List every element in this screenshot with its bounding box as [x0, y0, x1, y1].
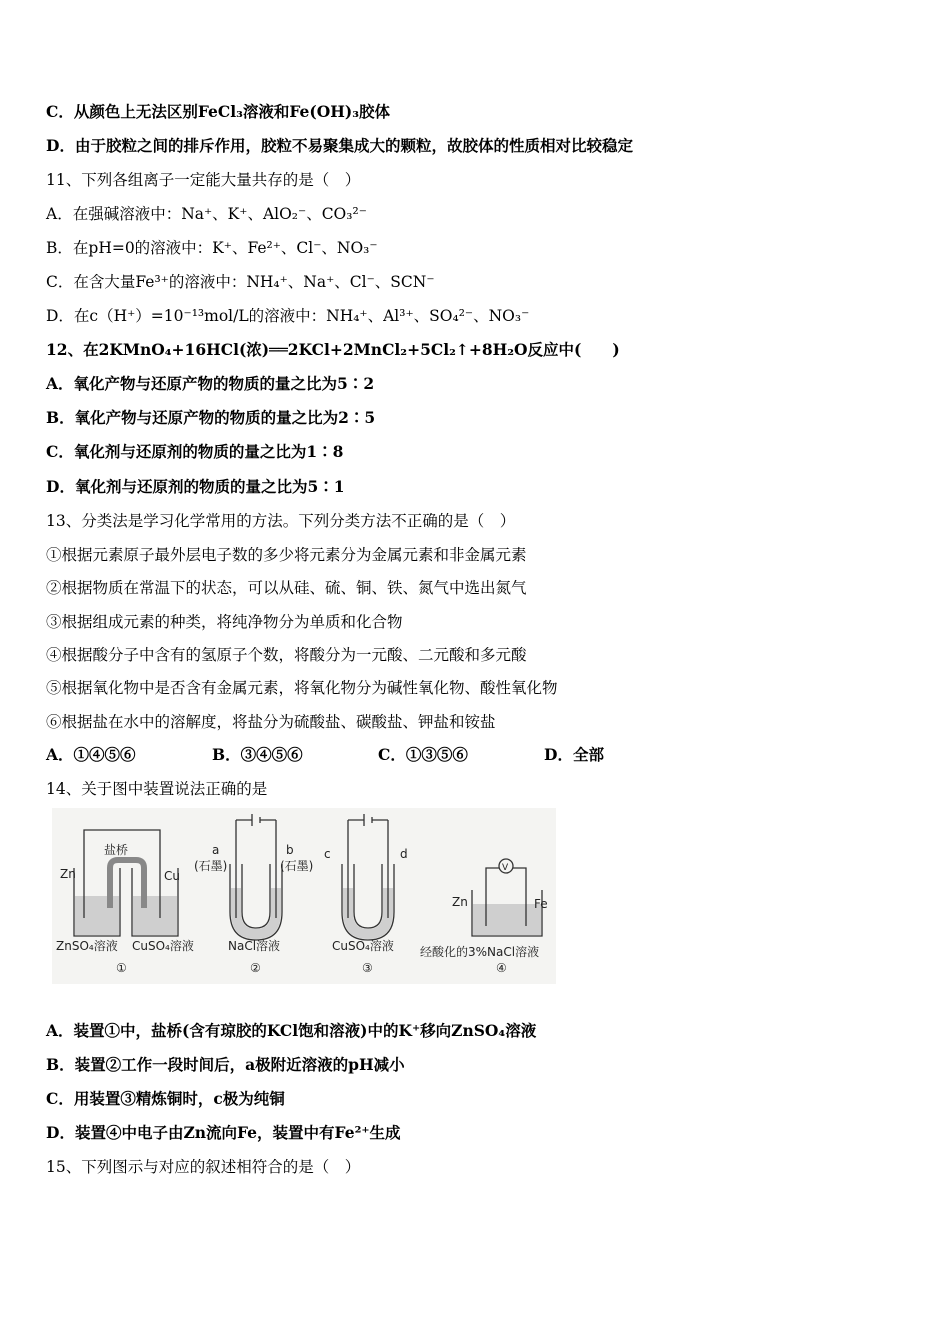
- q11-option-a: A．在强碱溶液中：Na⁺、K⁺、AlO₂⁻、CO₃²⁻: [46, 205, 367, 223]
- q12-option-b: B．氧化产物与还原产物的物质的量之比为2∶5: [46, 408, 376, 427]
- q13-options: [46, 745, 604, 765]
- cu-label: Cu: [164, 869, 180, 883]
- q14-option-d: D．装置④中电子由Zn流向Fe，装置中有Fe²⁺生成: [46, 1123, 401, 1142]
- q13-statement-2: ②根据物质在常温下的状态，可以从硅、硫、铜、铁、氮气中选出氮气: [46, 579, 527, 597]
- number-4: ④: [496, 961, 507, 975]
- nacl-label: NaCl溶液: [228, 939, 281, 953]
- question-15: 15、下列图示与对应的叙述相符合的是（ ）: [46, 1158, 361, 1176]
- acid-nacl-label: 经酸化的3%NaCl溶液: [420, 945, 540, 959]
- electrochemistry-apparatus-figure: [52, 808, 556, 984]
- q13-statement-3: ③根据组成元素的种类，将纯净物分为单质和化合物: [46, 613, 403, 631]
- graphite-b-label: (石墨): [280, 859, 314, 873]
- number-1: ①: [116, 961, 127, 975]
- q13-statement-5: ⑤根据氧化物中是否含有金属元素，将氧化物分为碱性氧化物、酸性氧化物: [46, 679, 558, 697]
- a-label: a: [212, 843, 220, 857]
- q13-statement-6: ⑥根据盐在水中的溶解度，将盐分为硫酸盐、碳酸盐、钾盐和铵盐: [46, 713, 496, 731]
- number-3: ③: [362, 961, 373, 975]
- q14-option-c: C．用装置③精炼铜时，c极为纯铜: [46, 1089, 285, 1108]
- q12-option-c: C．氧化剂与还原剂的物质的量之比为1∶8: [46, 442, 344, 461]
- q12-option-a: A．氧化产物与还原产物的物质的量之比为5∶2: [46, 374, 375, 393]
- option-d-prev: D．由于胶粒之间的排斥作用，胶粒不易聚集成大的颗粒，故胶体的性质相对比较稳定: [46, 136, 633, 155]
- fe-label-4: Fe: [534, 897, 548, 911]
- graphite-a-label: (石墨): [194, 859, 228, 873]
- question-11: 11、下列各组离子一定能大量共存的是（ ）: [46, 171, 361, 189]
- b-label: b: [286, 843, 294, 857]
- q14-option-a: A．装置①中，盐桥(含有琼胶的KCl饱和溶液)中的K⁺移向ZnSO₄溶液: [46, 1021, 537, 1040]
- q13-statement-1: ①根据元素原子最外层电子数的多少将元素分为金属元素和非金属元素: [46, 546, 527, 564]
- voltmeter-label: V: [502, 863, 509, 873]
- q11-option-d: D．在c（H⁺）=10⁻¹³mol/L的溶液中：NH₄⁺、Al³⁺、SO₄²⁻、NO₃⁻: [46, 307, 530, 325]
- q13-option-a: A．①④⑤⑥: [46, 745, 136, 764]
- q13-statement-4: ④根据酸分子中含有的氢原子个数，将酸分为一元酸、二元酸和多元酸: [46, 646, 527, 664]
- q13-option-c: C．①③⑤⑥: [378, 745, 468, 764]
- q13-option-d: D．全部: [544, 745, 604, 764]
- cuso4-label-3: CuSO₄溶液: [332, 939, 394, 953]
- q11-option-c: C．在含大量Fe³⁺的溶液中：NH₄⁺、Na⁺、Cl⁻、SCN⁻: [46, 273, 435, 291]
- number-2: ②: [250, 961, 261, 975]
- option-c-prev: C．从颜色上无法区别FeCl₃溶液和Fe(OH)₃胶体: [46, 102, 390, 121]
- q13-option-b: B．③④⑤⑥: [212, 745, 303, 764]
- question-12: 12、在2KMnO₄+16HCl(浓)══2KCl+2MnCl₂+5Cl₂↑+8H₂O反应中( ): [46, 340, 620, 359]
- q11-option-b: B．在pH=0的溶液中：K⁺、Fe²⁺、Cl⁻、NO₃⁻: [46, 239, 378, 257]
- salt-bridge-label: 盐桥: [104, 843, 129, 857]
- cuso4-label-1: CuSO₄溶液: [132, 939, 194, 953]
- question-13: 13、分类法是学习化学常用的方法。下列分类方法不正确的是（ ）: [46, 512, 516, 530]
- zn-label: Zn: [60, 867, 76, 881]
- c-label: c: [324, 847, 331, 861]
- q12-option-d: D．氧化剂与还原剂的物质的量之比为5∶1: [46, 477, 345, 496]
- zn-label-4: Zn: [452, 895, 468, 909]
- q14-option-b: B．装置②工作一段时间后，a极附近溶液的pH减小: [46, 1055, 405, 1074]
- d-label: d: [400, 847, 408, 861]
- znso4-label: ZnSO₄溶液: [56, 939, 118, 953]
- question-14: 14、关于图中装置说法正确的是: [46, 780, 268, 798]
